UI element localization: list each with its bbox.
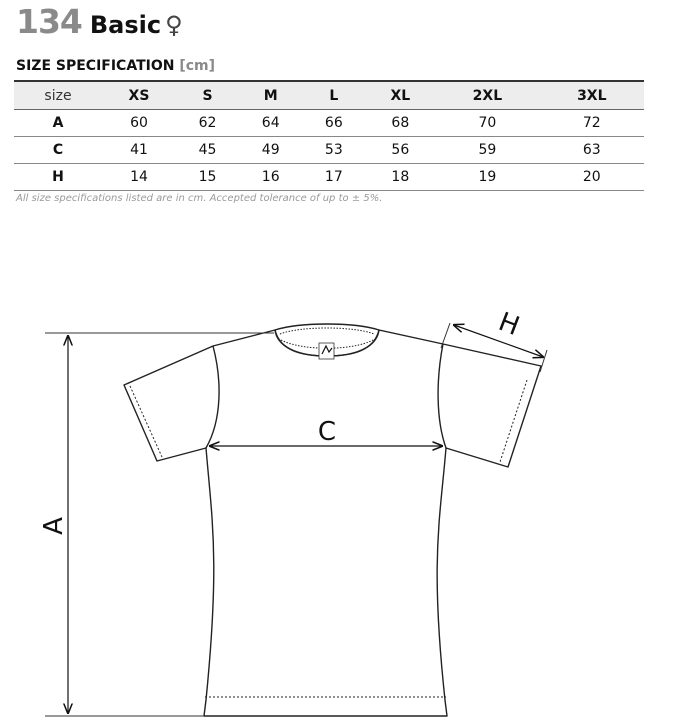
left-sleeve-seam — [206, 346, 219, 448]
tolerance-note: All size specifications listed are in cm. Accepted tolerance of up to ± 5%. — [16, 193, 383, 204]
size-col-l: L — [329, 87, 339, 104]
size-col-3xl: 3XL — [577, 87, 607, 104]
row-label: A — [14, 110, 102, 137]
size-col-m: M — [263, 87, 278, 104]
table-cell: 70 — [435, 110, 539, 137]
size-table — [14, 80, 644, 191]
table-cell: 59 — [435, 137, 539, 164]
tshirt-body — [124, 330, 541, 716]
product-header — [16, 2, 183, 42]
spec-title — [16, 58, 215, 74]
dimension-h — [441, 307, 547, 372]
brand-label-icon — [319, 343, 334, 359]
table-cell: 41 — [102, 137, 176, 164]
table-cell: 16 — [239, 164, 302, 191]
table-cell: 62 — [176, 110, 239, 137]
table-cell: 56 — [365, 137, 435, 164]
table-cell: 66 — [302, 110, 365, 137]
label-c: C — [317, 417, 337, 447]
table-cell: 17 — [302, 164, 365, 191]
right-sleeve-seam — [438, 344, 446, 448]
row-label: C — [14, 137, 102, 164]
table-row — [14, 110, 644, 137]
dimension-c — [210, 417, 442, 447]
table-cell: 60 — [102, 110, 176, 137]
table-cell: 19 — [435, 164, 539, 191]
size-col-s: S — [202, 87, 213, 104]
table-cell: 15 — [176, 164, 239, 191]
size-col-xs: XS — [128, 87, 150, 104]
row-label: H — [14, 164, 102, 191]
table-cell: 72 — [540, 110, 644, 137]
label-h: H — [494, 307, 524, 343]
table-row — [14, 137, 644, 164]
left-sleeve-hem — [130, 386, 162, 457]
table-cell: 20 — [540, 164, 644, 191]
spec-title-text: SIZE SPECIFICATION — [16, 58, 175, 74]
size-col-2xl: 2XL — [472, 87, 503, 104]
product-number: 134 — [16, 2, 82, 41]
table-cell: 68 — [365, 110, 435, 137]
spec-unit: [cm] — [179, 58, 216, 74]
tshirt-measurement-diagram — [0, 300, 676, 728]
tshirt-outline — [124, 324, 541, 716]
table-cell: 14 — [102, 164, 176, 191]
table-cell: 49 — [239, 137, 302, 164]
label-a: A — [39, 517, 69, 535]
table-cell: 53 — [302, 137, 365, 164]
size-header-row — [14, 81, 644, 110]
table-cell: 18 — [365, 164, 435, 191]
table-cell: 45 — [176, 137, 239, 164]
size-col-xl: XL — [390, 87, 411, 104]
product-name: Basic — [89, 11, 162, 39]
table-cell: 63 — [540, 137, 644, 164]
female-icon: ♀ — [165, 11, 183, 39]
table-row — [14, 164, 644, 191]
table-cell: 64 — [239, 110, 302, 137]
dimension-a — [39, 333, 274, 716]
size-header-label: size — [44, 87, 72, 104]
